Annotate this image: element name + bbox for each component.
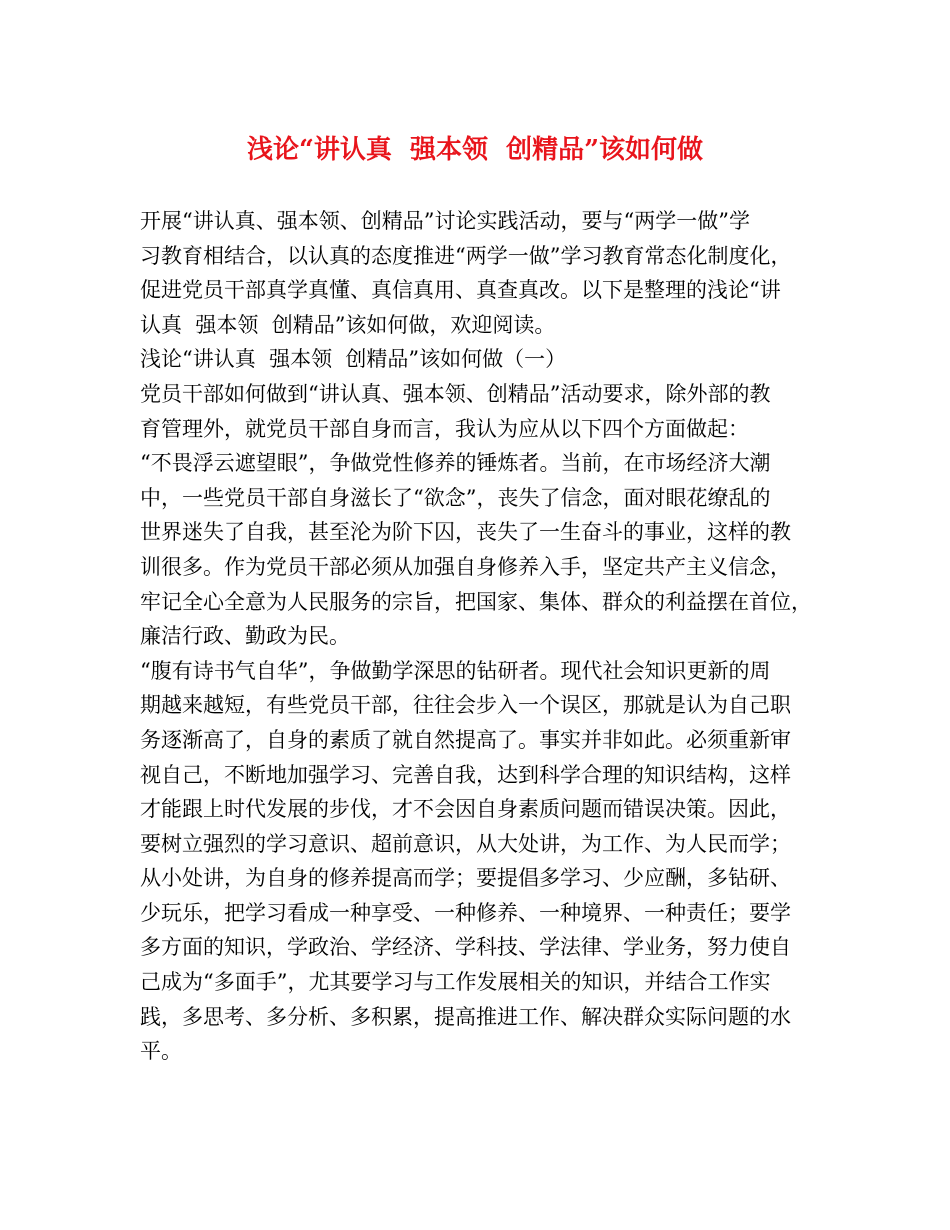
text-line: 廉洁行政、勤政为民。 [140, 624, 350, 649]
text-line: 从小处讲，为自身的修养提高而学；要提倡多学习、少应酬，多钻研、 [140, 866, 791, 891]
document-body [140, 204, 820, 1069]
text-line: 平。 [140, 1039, 182, 1064]
text-line: 多方面的知识，学政治、学经济、学科技、学法律、学业务，努力使自 [140, 935, 791, 960]
section-heading: 浅论“讲认真 强本领 创精品”该如何做（一） [140, 347, 567, 372]
text-line: 育管理外，就党员干部自身而言，我认为应从以下四个方面做起： [140, 416, 749, 441]
text-line: 牢记全心全意为人民服务的宗旨，把国家、集体、群众的利益摆在首位， [140, 589, 812, 614]
text-line: “腹有诗书气自华”，争做勤学深思的钻研者。现代社会知识更新的周 [140, 658, 771, 683]
text-line: 少玩乐，把学习看成一种享受、一种修养、一种境界、一种责任；要学 [140, 900, 791, 925]
text-line: 要树立强烈的学习意识、超前意识，从大处讲，为工作、为人民而学； [140, 831, 791, 856]
text-line: 己成为“多面手”，尤其要学习与工作发展相关的知识，并结合工作实 [140, 970, 771, 995]
text-line: 视自己，不断地加强学习、完善自我，达到科学合理的知识结构，这样 [140, 762, 791, 787]
text-line: 促进党员干部真学真懂、真信真用、真查真改。以下是整理的浅论“讲 [140, 278, 781, 303]
text-line: 中，一些党员干部自身滋长了“欲念”，丧失了信念，面对眼花缭乱的 [140, 485, 771, 510]
text-line: 才能跟上时代发展的步伐，才不会因自身素质问题而错误决策。因此， [140, 797, 791, 822]
text-line: 开展“讲认真、强本领、创精品”讨论实践活动，要与“两学一做”学 [140, 209, 750, 233]
text-line: 训很多。作为党员干部必须从加强自身修养入手，坚定共产主义信念， [140, 554, 791, 579]
text-line: 世界迷失了自我，甚至沦为阶下囚，丧失了一生奋斗的事业，这样的教 [140, 520, 791, 545]
text-line: “不畏浮云遮望眼”，争做党性修养的锤炼者。当前，在市场经济大潮 [140, 451, 771, 476]
text-line: 习教育相结合，以认真的态度推进“两学一做”学习教育常态化制度化， [140, 243, 792, 268]
text-line: 期越来越短，有些党员干部，往往会步入一个误区，那就是认为自己职 [140, 693, 791, 718]
text-line: 党员干部如何做到“讲认真、强本领、创精品”活动要求，除外部的教 [140, 381, 771, 406]
text-line: 务逐渐高了，自身的素质了就自然提高了。事实并非如此。必须重新审 [140, 727, 791, 752]
page-title: 浅论“讲认真 强本领 创精品”该如何做 [246, 135, 704, 165]
text-line: 践，多思考、多分析、多积累，提高推进工作、解决群众实际问题的水 [140, 1004, 791, 1029]
text-line: 认真 强本领 创精品”该如何做，欢迎阅读。 [140, 312, 556, 337]
